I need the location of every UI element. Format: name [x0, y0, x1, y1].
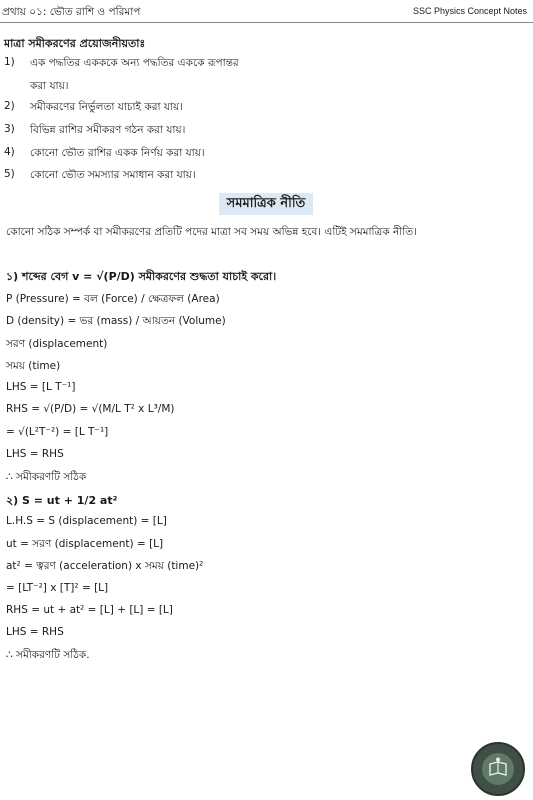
list-item-number: 3) [4, 123, 15, 135]
problem2-question: ২) S = ut + 1/2 at² [6, 494, 118, 507]
problem1-line: D (density) = ভর (mass) / আয়তন (Volume) [6, 315, 226, 327]
list-item: কোনো ভৌত রাশির একক নির্ণয় করা যায়। [30, 147, 205, 159]
logo-icon [471, 742, 525, 796]
list-item-number: 5) [4, 168, 15, 180]
principle-title: সমমাত্রিক নীতি [219, 193, 313, 215]
list-item-number: 1) [4, 56, 15, 68]
problem1-question: ১) শব্দের বেগ v = √(P/D) সমীকরণের শুদ্ধতা যাচাই করো। [6, 270, 277, 283]
problem1-line: P (Pressure) = বল (Force) / ক্ষেত্রফল (Area) [6, 293, 220, 305]
problem2-line: LHS = RHS [6, 626, 64, 638]
problem1-line: সরণ (displacement) [6, 338, 108, 350]
page-header [0, 0, 533, 23]
list-item-number: 4) [4, 146, 15, 158]
problem2-line: at² = ত্বরণ (acceleration) x সময় (time)² [6, 560, 204, 572]
principle-description: কোনো সঠিক সম্পর্ক বা সমীকরণের প্রতিটি পদের মাত্রা সব সময় অভিন্ন হবে। এটিই সমমাত্রিক নীতি। [6, 226, 417, 238]
problem2-line: = [LT⁻²] x [T]² = [L] [6, 582, 109, 594]
book-icon [482, 753, 514, 785]
list-item: বিভিন্ন রাশির সমীকরণ গঠন করা যায়। [30, 124, 186, 136]
list-item: সমীকরণের নির্ভুলতা যাচাই করা যায়। [30, 101, 183, 113]
problem2-line: ut = সরণ (displacement) = [L] [6, 538, 164, 550]
problem2-line: RHS = ut + at² = [L] + [L] = [L] [6, 604, 173, 616]
list-item: করা যায়। [30, 80, 69, 92]
brand-name: SSC Physics Concept Notes [412, 6, 527, 16]
problem1-line: সময় (time) [6, 360, 61, 372]
problem1-line: LHS = RHS [6, 448, 64, 460]
logo-emblem [482, 753, 514, 785]
needs-heading: মাত্রা সমীকরণের প্রয়োজনীয়তাঃ [4, 37, 146, 50]
problem2-conclusion: ∴ সমীকরণটি সঠিক. [6, 649, 90, 661]
problem2-line: L.H.S = S (displacement) = [L] [6, 515, 167, 527]
list-item: এক পদ্ধতির একককে অন্য পদ্ধতির এককে রূপান্তর [30, 57, 239, 69]
list-item-number: 2) [4, 100, 15, 112]
problem1-line: RHS = √(P/D) = √(M/L T² x L³/M) [6, 403, 175, 415]
problem1-line: LHS = [L T⁻¹] [6, 381, 76, 393]
list-item: কোনো ভৌত সমস্যার সমাধান করা যায়। [30, 169, 196, 181]
problem1-line: = √(L²T⁻²) = [L T⁻¹] [6, 426, 109, 438]
chapter-title: প্রথায় ০১: ভৌত রাশি ও পরিমাপ [2, 6, 141, 18]
problem1-conclusion: ∴ সমীকরণটি সঠিক [6, 471, 87, 483]
